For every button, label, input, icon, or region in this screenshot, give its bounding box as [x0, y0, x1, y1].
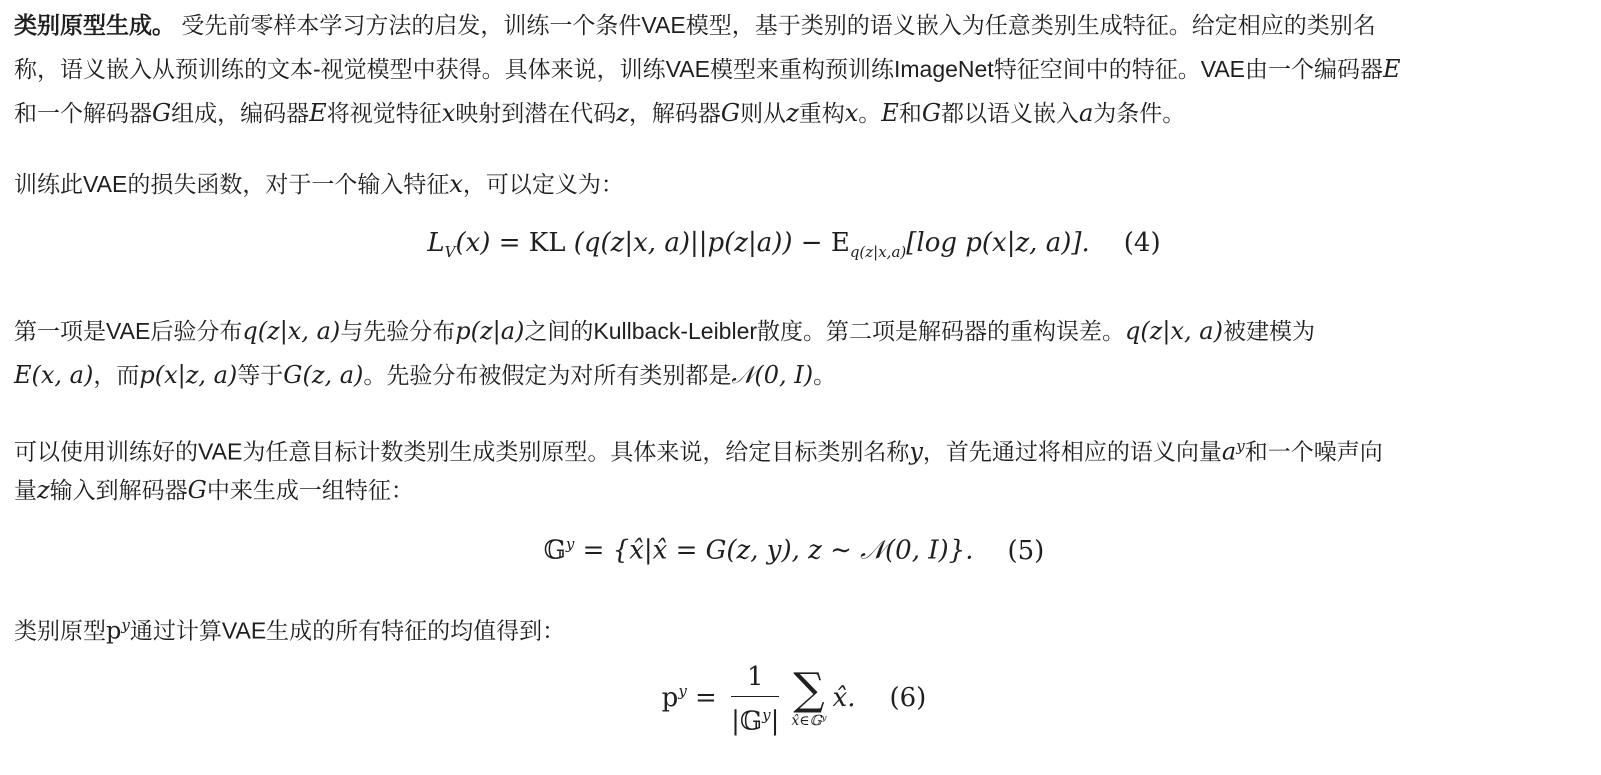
text: ，可以定义为： — [462, 171, 624, 197]
text-line — [14, 424, 1383, 468]
text-line — [14, 353, 1315, 397]
text-line — [14, 3, 1401, 47]
math-expression: = {x̂|x̂ = G(z, y), z ∼ 𝒩(0, I)}. — [574, 535, 974, 566]
text: 等于 — [237, 362, 284, 388]
equation-number: (4) — [1123, 228, 1161, 258]
math-symbol: G — [152, 99, 172, 127]
math-symbol: p — [106, 616, 122, 645]
text: 量 — [14, 477, 37, 503]
paragraph-loss-terms — [14, 309, 1315, 397]
text: 第一项是VAE后验分布 — [14, 318, 243, 344]
math-expression: q(z|x, a) — [242, 317, 341, 345]
text: 可以使用训练好的VAE为任意目标计数类别生成类别原型。具体来说，给定目标类别名称 — [14, 438, 910, 465]
text: 重构 — [798, 100, 845, 126]
text: 映射到潜在代码 — [455, 100, 617, 126]
text: ，首先通过将相应的语义向量 — [922, 438, 1222, 465]
text: 和一个解码器 — [14, 100, 152, 126]
math-expression: p(x|z, a) — [139, 361, 238, 389]
math-subscript: q(z|x,a) — [849, 243, 907, 262]
math-symbol: E — [881, 99, 899, 127]
text: 则从 — [740, 100, 787, 126]
math-expression: |𝔾 — [731, 706, 763, 737]
math-operator: = — [686, 682, 726, 713]
math-symbol: E — [1383, 55, 1401, 83]
text: 和一个噪声向 — [1244, 438, 1383, 465]
math-symbol: G — [720, 99, 741, 127]
text-line — [14, 47, 1401, 91]
math-expression: p(z|a) — [455, 317, 525, 345]
math-expression: | — [770, 706, 780, 737]
paragraph-prototype-features — [14, 424, 1383, 512]
summation — [791, 663, 827, 730]
math-operator: E — [830, 228, 850, 258]
text: 通过计算VAE生成的所有特征的均值得到： — [129, 617, 566, 644]
math-expression: [log p(x|z, a)]. — [906, 228, 1090, 258]
math-symbol: z — [786, 99, 799, 127]
text: 称，语义嵌入从预训练的文本-视觉模型中获得。具体来说，训练VAE模型来重构预训练ImageNet特征空间中的特征。VAE由一个编码器 — [14, 56, 1384, 82]
text-line — [14, 162, 624, 206]
text: 中来生成一组特征： — [206, 477, 414, 503]
math-symbol: G — [921, 99, 941, 127]
equation-number: (6) — [889, 682, 927, 713]
text: 都以语义嵌入 — [940, 100, 1079, 126]
math-expression: E(x, a) — [14, 361, 94, 389]
math-symbol: E — [309, 99, 327, 127]
math-expression: q(z|x, a) — [1125, 317, 1223, 345]
paragraph-prototype-mean — [14, 603, 565, 647]
math-symbol: G — [187, 476, 207, 504]
equation-5 — [14, 535, 1574, 567]
math-superscript: y — [678, 682, 687, 701]
text-line — [14, 91, 1401, 135]
math-symbol: p — [661, 682, 679, 713]
math-superscript: y — [762, 706, 771, 724]
math-symbol: x — [441, 99, 456, 127]
text-line — [14, 309, 1315, 353]
text: 被建模为 — [1222, 318, 1315, 344]
math-expression: x̂. — [832, 682, 856, 713]
math-superscript: y — [1236, 437, 1245, 455]
text: ，而 — [93, 362, 140, 388]
math-symbol: 𝔾 — [543, 535, 566, 566]
text: 为条件。 — [1093, 100, 1186, 126]
summation-sign: ∑ — [793, 663, 825, 715]
text: 。 — [858, 100, 882, 126]
text: 和 — [898, 100, 922, 126]
paragraph-prototype-generation — [14, 3, 1401, 135]
math-symbol: x — [449, 170, 463, 198]
text: 。 — [813, 362, 837, 388]
text: 训练此VAE的损失函数，对于一个输入特征 — [14, 171, 450, 197]
equation-4 — [14, 228, 1574, 261]
text: 将视觉特征 — [326, 100, 442, 126]
math-symbol: x — [844, 99, 859, 127]
equation-number: (5) — [1007, 535, 1045, 566]
paragraph-loss-intro — [14, 162, 624, 206]
text: 与先验分布 — [340, 318, 456, 344]
text: 受先前零样本学习方法的启发，训练一个条件VAE模型，基于类别的语义嵌入为任意类别生成特征。给定相应的类别名 — [175, 12, 1376, 38]
fraction — [731, 660, 779, 738]
text-line — [14, 468, 1383, 512]
math-superscript: y — [565, 535, 575, 553]
text: 类别原型 — [14, 617, 106, 644]
text: 组成，编码器 — [171, 100, 310, 126]
math-symbol: z — [616, 99, 629, 127]
math-subscript: V — [444, 243, 456, 262]
math-expression: 𝒩(0, I) — [731, 361, 814, 389]
math-operator: KL — [528, 228, 566, 258]
section-title: 类别原型生成。 — [14, 12, 175, 38]
text: 输入到解码器 — [49, 477, 188, 503]
math-symbol: a — [1221, 437, 1237, 466]
text: ，解码器 — [628, 100, 721, 126]
math-expression: G(z, a) — [283, 361, 364, 389]
text: 之间的Kullback-Leibler散度。第二项是解码器的重构误差。 — [524, 318, 1126, 344]
text: 。先验分布被假定为对所有类别都是 — [363, 362, 732, 388]
math-superscript: y — [121, 616, 130, 634]
math-symbol: y — [909, 437, 923, 466]
math-expression: (q(z|x, a)||p(z|a)) − — [565, 228, 831, 258]
math-symbol: a — [1078, 99, 1094, 127]
math-symbol: z — [37, 476, 50, 504]
math-symbol: L — [427, 228, 445, 258]
summation-limit: x̂∈𝔾ʸ — [791, 712, 827, 729]
equation-6 — [14, 660, 1574, 738]
math-expression: (x) = — [455, 228, 529, 258]
fraction-numerator: 1 — [731, 660, 779, 697]
text-line — [14, 603, 565, 647]
fraction-denominator — [731, 697, 779, 738]
